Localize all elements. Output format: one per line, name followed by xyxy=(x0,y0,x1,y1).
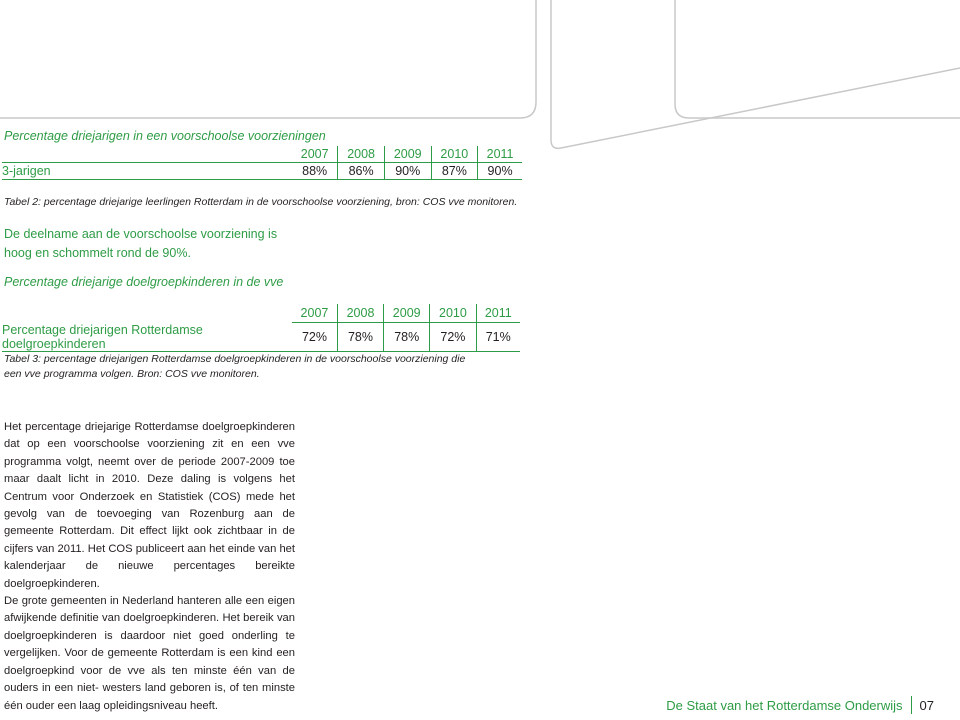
value-cell: 78% xyxy=(337,323,383,352)
table-3-caption: Tabel 3: percentage driejarigen Rotterdamse doelgroepkinderen in de voorschoolse voorziening die een vve programma volgen. Bron: COS vve monitoren. xyxy=(4,353,466,380)
year-cell: 2009 xyxy=(384,146,431,163)
table-row xyxy=(2,163,522,180)
value-cell: 87% xyxy=(431,163,478,180)
value-cell: 86% xyxy=(338,163,385,180)
body-paragraph: Het percentage driejarige Rotterdamse doelgroepkinderen dat op een voorschoolse voorziening zit en een vve programma volgt, neemt over de periode 2007-2009 toe maar daalt licht in 2010. Deze daling is volgens het Centrum voor Onderzoek en Statistiek (COS) mede het gevolg van de toevoeging van Rozenburg aan de gemeente Rotterdam. Dit effect lijkt ook zichtbaar in de cijfers van 2011. Het COS publiceert aan het einde van het kalenderjaar de nieuwe percentages bereikte doelgroepkinderen. xyxy=(4,421,295,590)
value-cell: 90% xyxy=(384,163,431,180)
table-header-row xyxy=(2,304,520,323)
row-label: 3-jarigen xyxy=(2,163,292,180)
value-cell: 72% xyxy=(292,323,337,352)
table-row xyxy=(2,323,520,352)
year-cell: 2010 xyxy=(430,304,476,323)
lead-paragraph: De deelname aan de voorschoolse voorziening is hoog en schommelt rond de 90%. xyxy=(4,227,278,260)
row-label: Percentage driejarigen Rotterdamse doelgroepkinderen xyxy=(2,323,292,352)
table-2-title: Percentage driejarigen in een voorschoolse voorzieningen xyxy=(4,129,326,143)
value-cell: 88% xyxy=(292,163,338,180)
value-cell: 72% xyxy=(430,323,476,352)
footer-divider xyxy=(911,696,912,714)
publication-title: De Staat van het Rotterdamse Onderwijs xyxy=(666,697,903,713)
year-cell: 2007 xyxy=(292,304,337,323)
year-cell: 2008 xyxy=(337,304,383,323)
table-3 xyxy=(2,304,520,352)
value-cell: 78% xyxy=(384,323,430,352)
year-cell: 2011 xyxy=(476,304,520,323)
year-cell: 2008 xyxy=(338,146,385,163)
value-cell: 90% xyxy=(478,163,522,180)
table-2-caption: Tabel 2: percentage driejarige leerlingen Rotterdam in de voorschoolse voorziening, bron: COS vve monitoren. xyxy=(4,196,518,208)
year-cell: 2007 xyxy=(292,146,338,163)
value-cell: 71% xyxy=(476,323,520,352)
page-number: 07 xyxy=(919,697,934,713)
body-paragraph: De grote gemeenten in Nederland hanteren alle een eigen afwijkende definitie van doelgroepkinderen. Het bereik van doelgroepkinderen is daardoor niet goed onderling te vergelijken. Voor de gemeente Rotterdam is een kind een doelgroepkind voor de vve als ten minste één van de ouders in een niet- westers land geboren is, of ten minste één ouder een laag opleidingsniveau heeft. xyxy=(4,595,295,712)
year-cell: 2009 xyxy=(384,304,430,323)
year-cell: 2011 xyxy=(478,146,522,163)
table-header-row xyxy=(2,146,522,163)
year-cell: 2010 xyxy=(431,146,478,163)
page-footer xyxy=(666,696,934,714)
table-3-title: Percentage driejarige doelgroepkinderen in de vve xyxy=(4,275,284,289)
table-2 xyxy=(2,146,522,180)
body-text xyxy=(4,419,295,715)
